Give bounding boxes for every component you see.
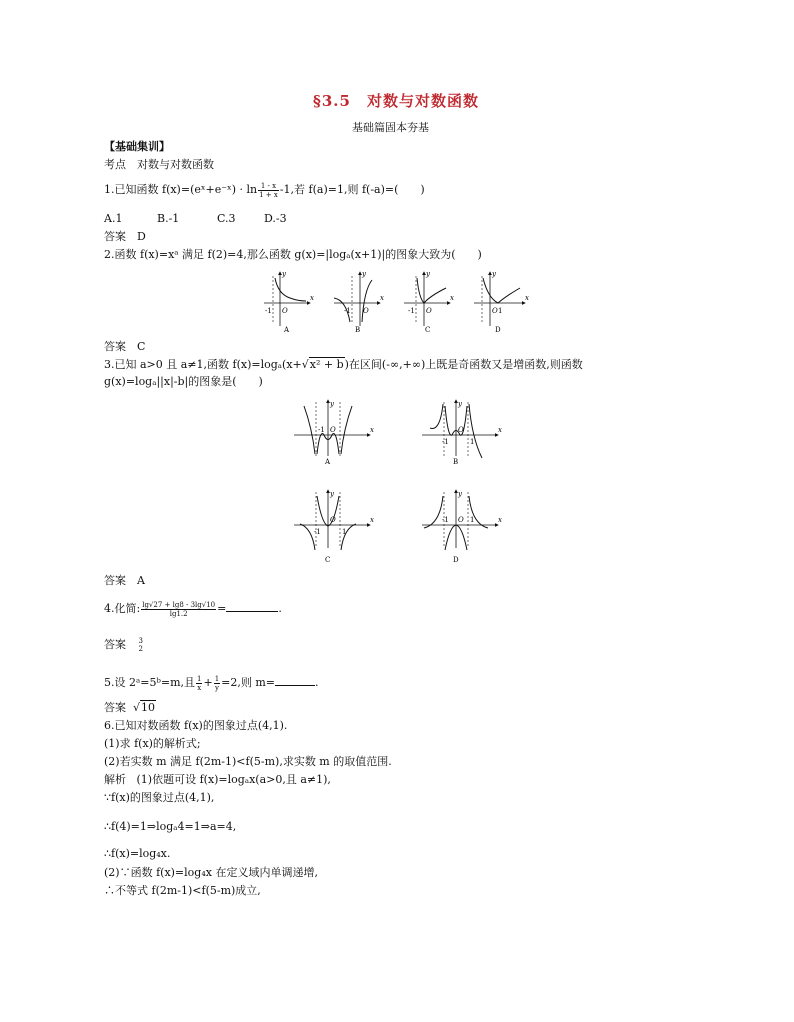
q4-blank [226,601,278,612]
q6-solution-label: 解析 [104,773,126,786]
topic-heading: 考点 对数与对数函数 [104,158,214,171]
q4-frac-den: lg1.2 [169,609,188,618]
q3-label-d: D [453,556,459,564]
svg-text:-1: -1 [408,307,415,315]
q2-graph-b [334,270,384,334]
question-6-part-2: (2)若实数 m 满足 f(2m-1)<f(5-m),求实数 m 的取值范围. [104,755,392,768]
q5-prefix: 5.设 2ᵃ=5ᵇ=m,且 [104,676,195,689]
q3-label-b: B [453,458,459,466]
q6-solution-line-2: ∵f(x)的图象过点(4,1), [104,791,215,804]
svg-text:x: x [380,294,384,302]
q3-line1-b: )在区间(-∞,+∞)上既是奇函数又是增函数,则函数 [344,358,583,371]
svg-text:1: 1 [342,528,347,536]
svg-text:x: x [498,426,502,434]
q1-option-a: A.1 [104,212,123,225]
q5-answer: 答案 √10 [104,701,156,714]
q3-line1-a: 3.已知 a>0 且 a≠1,函数 f(x)=logₐ(x+ [104,358,302,371]
svg-text:O: O [330,516,336,524]
q6-solution-line-3: ∴f(4)=1⇒logₐ4=1⇒a=4, [104,820,237,833]
q1-option-d: D.-3 [264,212,287,225]
q2-label-a: A [284,326,290,334]
svg-text:O: O [330,426,336,434]
svg-text:y: y [282,270,286,278]
svg-text:1: 1 [470,516,475,524]
svg-text:x: x [370,516,374,524]
q2-label-d: D [495,326,501,334]
q1-prefix: 1.已知函数 f(x)=(eˣ+e⁻ˣ) · ln [104,183,258,196]
q1-fraction [258,182,279,199]
svg-text:1: 1 [470,438,475,446]
svg-text:O: O [363,307,369,315]
q2-graph-a [264,270,314,334]
svg-text:y: y [330,400,334,408]
q3-sqrt: x² + b [309,358,344,371]
svg-text:y: y [458,400,462,408]
svg-text:O: O [426,307,432,315]
q1-frac-num: 1 - x [258,182,279,191]
q4-fraction [141,601,216,618]
q1-suffix: -1,若 f(a)=1,则 f(-a)=( ) [279,183,425,196]
svg-text:y: y [492,270,496,278]
svg-text:-1: -1 [344,307,351,315]
svg-text:O: O [282,307,288,315]
svg-text:-1: -1 [442,516,449,524]
q5-suffix: =2,则 m= [221,676,276,689]
question-6-part-1: (1)求 f(x)的解析式; [104,737,201,750]
q4-frac-num: lg√27 + lg8 - 3lg√10 [142,600,216,609]
q4-answer-num: 3 [138,637,143,645]
q6-solution-line-6: ∴不等式 f(2m-1)<f(5-m)成立, [104,884,261,897]
svg-text:O: O [458,516,464,524]
q2-graphs [260,268,535,338]
q1-option-c: C.3 [217,212,236,225]
svg-text:-1: -1 [265,307,272,315]
page-title: §3.5 对数与对数函数 [313,92,479,110]
svg-text:1: 1 [498,307,503,315]
question-3-line-2: g(x)=logₐ||x|-b|的图象是( ) [104,375,263,388]
q1-option-b: B.-1 [157,212,180,225]
q3-graph-d [422,490,502,564]
svg-text:x: x [370,426,374,434]
svg-text:x: x [498,516,502,524]
q5-frac-2: $\frac{1}{y}$ [214,674,220,692]
q3-graph-a [294,400,374,466]
q3-graph-b [422,400,502,466]
q4-answer-fraction [138,637,144,653]
svg-text:O: O [492,307,498,315]
svg-text:O: O [458,426,464,434]
section-label: 【基础集训】 [104,140,170,153]
question-4: 4.化简: $\frac{\lg√27 + \lg 8 - 3\lg√10}{\lg 1.2}$ = . [104,600,282,618]
q6-solution-line-1 [104,773,331,787]
q2-graph-d [474,270,529,334]
q6-solution-line-5: (2)∵函数 f(x)=log₄x 在定义域内单调递增, [104,866,318,879]
svg-text:y: y [362,270,366,278]
svg-text:-1: -1 [442,438,449,446]
q5-answer-label: 答案 [104,701,126,714]
q2-label-c: C [425,326,431,334]
q5-answer-value: 10 [141,701,156,714]
svg-text:-1: -1 [314,528,321,536]
q1-answer: 答案 D [104,230,146,243]
question-1 [104,181,425,199]
q2-label-b: B [355,326,361,334]
question-5: 5.设 2ᵃ=5ᵇ=m,且 $\frac{1}{x}$ + $\frac{1}{y}$ =2,则 m= . [104,674,319,692]
q2-graph-c [404,270,454,334]
q2-answer: 答案 C [104,340,146,353]
svg-text:x: x [450,294,454,302]
q5-frac-1: $\frac{1}{x}$ [197,674,202,692]
q4-answer-den: 2 [138,645,143,653]
q3-graphs [290,398,510,568]
q4-suffix: = [217,602,227,615]
q3-label-c: C [325,556,331,564]
question-6-stem: 6.已知对数函数 f(x)的图象过点(4,1). [104,719,288,732]
question-2: 2.函数 f(x)=xᵃ 满足 f(2)=4,那么函数 g(x)=|logₐ(x+1)|的图象大致为( ) [104,248,482,261]
svg-text:y: y [330,490,334,498]
q4-prefix: 4.化简: [104,602,141,615]
q3-answer: 答案 A [104,574,145,587]
q3-label-a: A [325,458,331,466]
svg-text:y: y [426,270,430,278]
question-3-line-1: 3.已知 a>0 且 a≠1,函数 f(x)=logₐ(x+√x² + b)在区间(-∞,+∞)上既是奇函数又是增函数,则函数 [104,358,583,371]
svg-text:-1: -1 [318,426,325,434]
svg-text:x: x [525,294,529,302]
q6-solution-line-4: ∴f(x)=log₄x. [104,847,171,860]
q6-sol-1: (1)依题可设 f(x)=logₐx(a>0,且 a≠1), [136,773,331,786]
svg-text:y: y [458,490,462,498]
q1-frac-den: 1 + x [259,190,278,199]
q4-answer-label: 答案 [104,638,126,651]
q4-answer [104,636,145,654]
q3-graph-c [294,490,374,564]
q5-blank [275,675,315,686]
svg-text:x: x [310,294,314,302]
page-subtitle: 基础篇固本夯基 [352,121,429,134]
